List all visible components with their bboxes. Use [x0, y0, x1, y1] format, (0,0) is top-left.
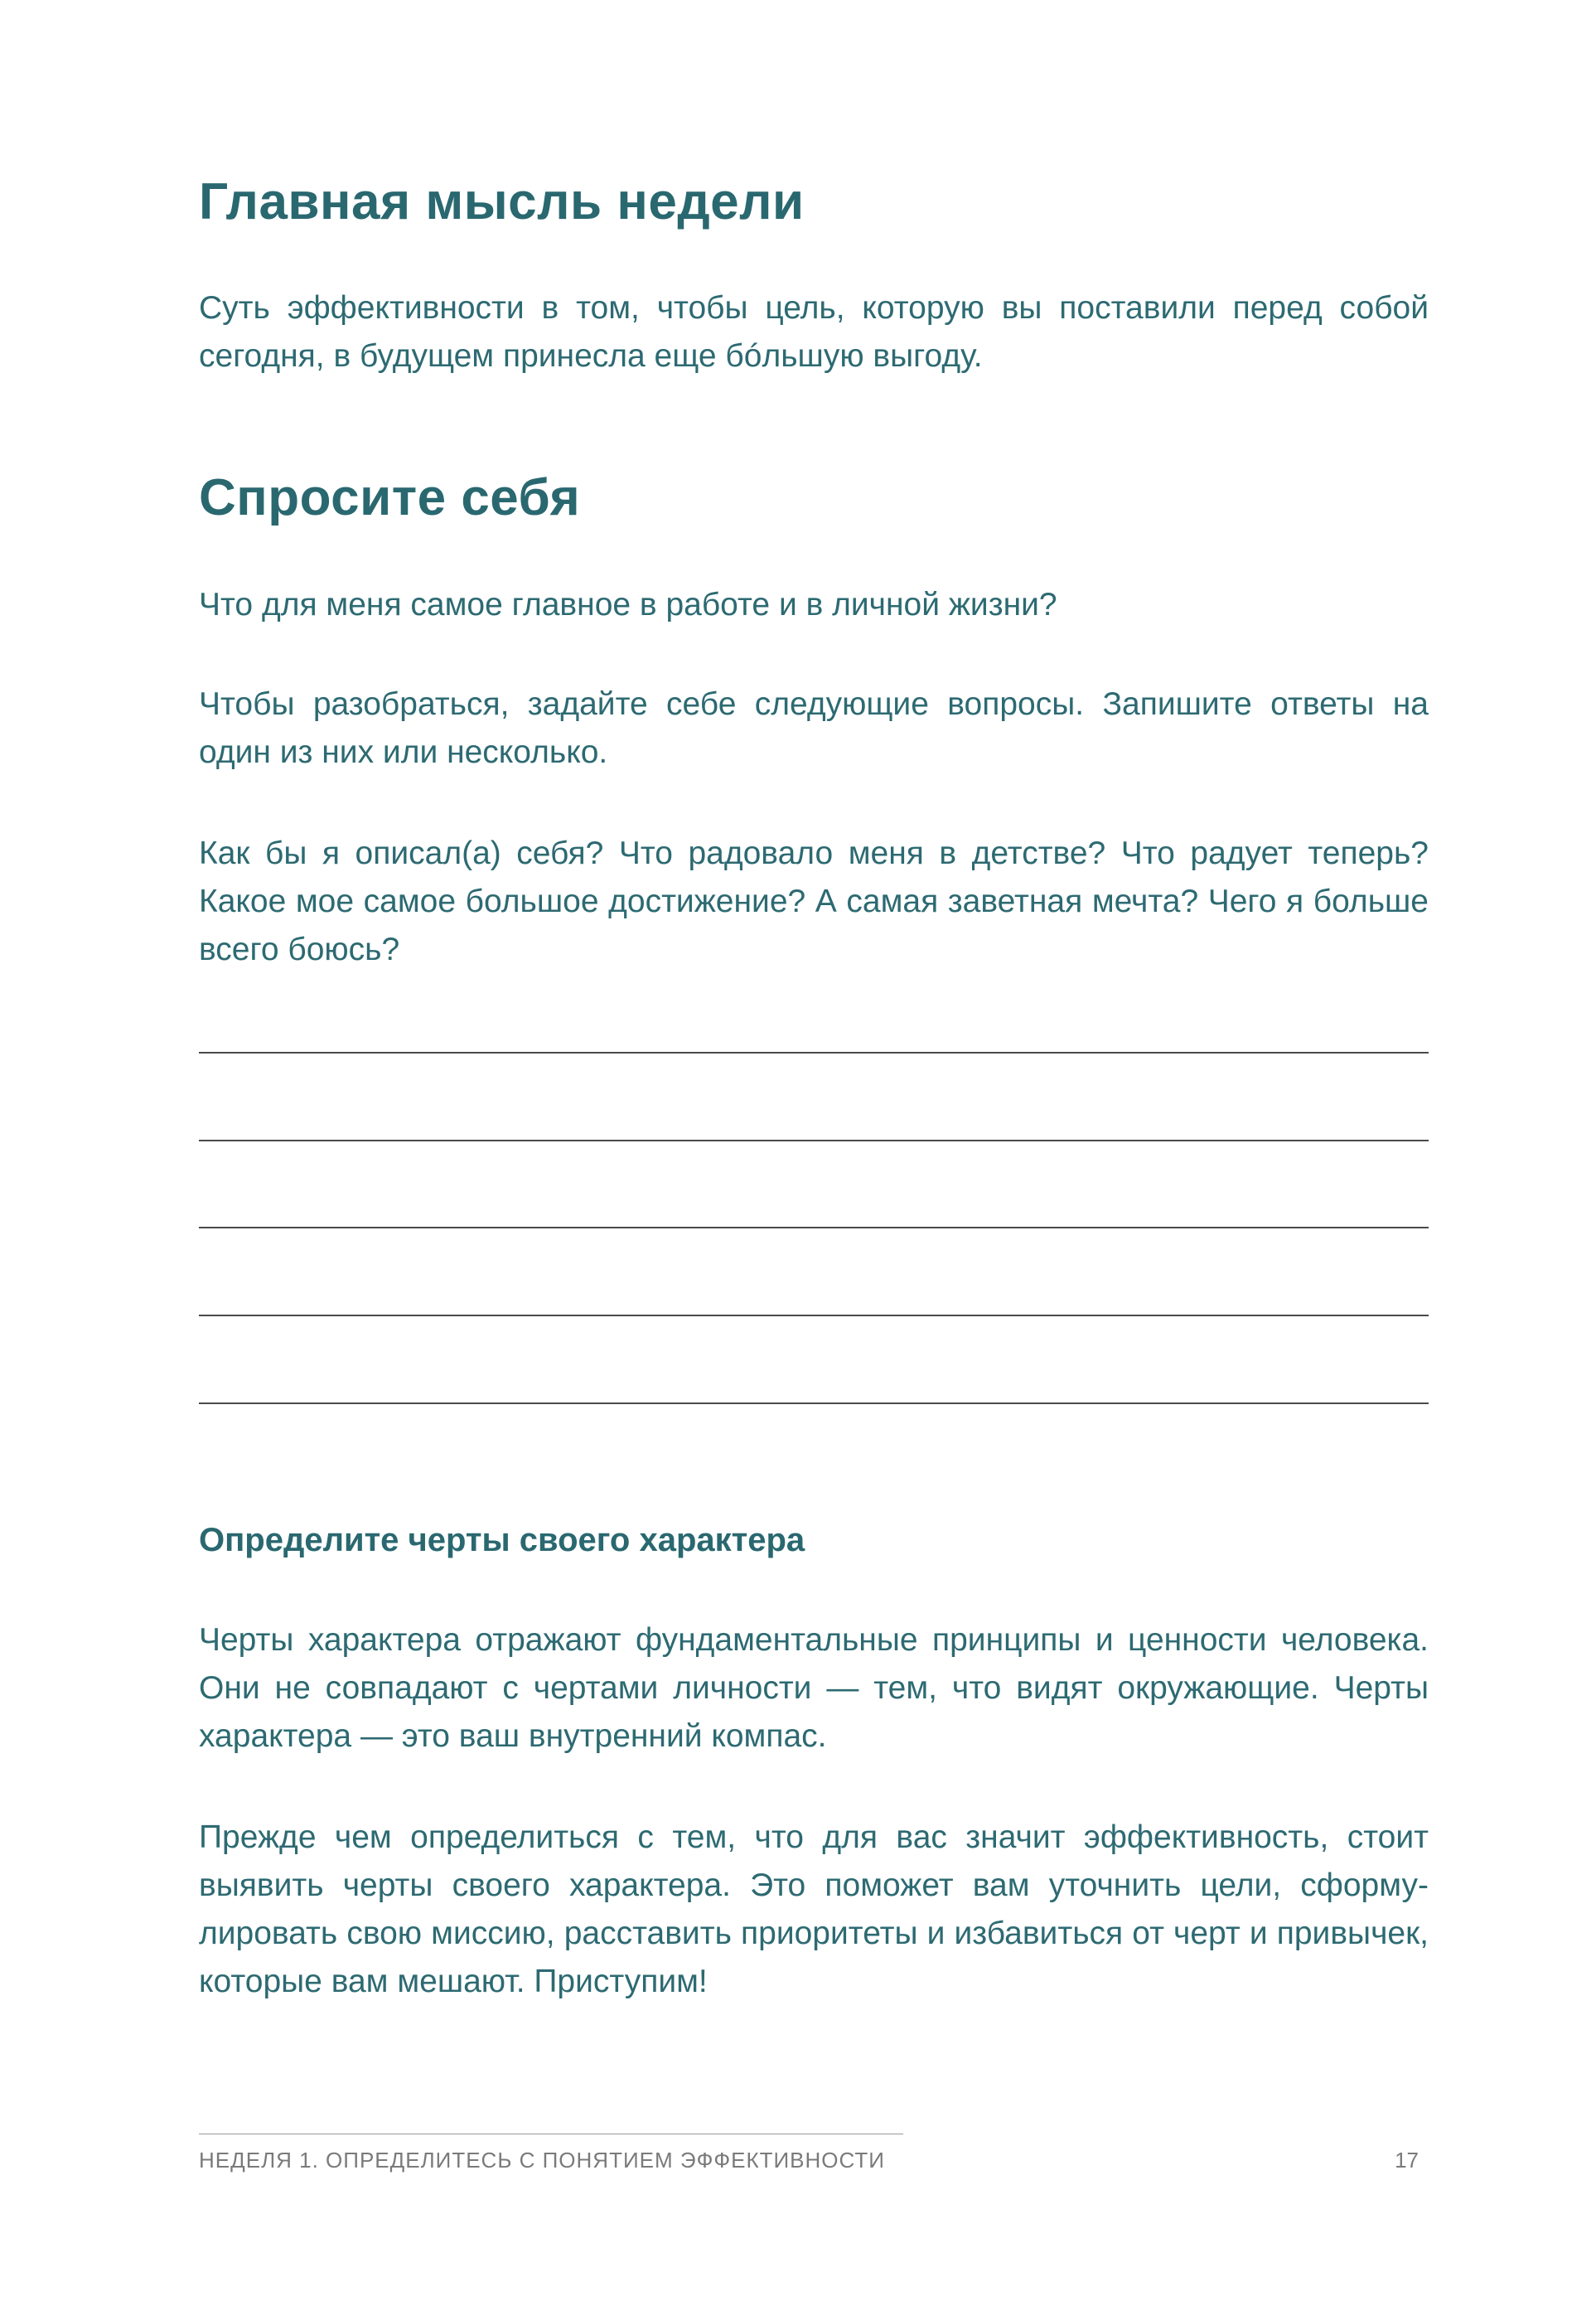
answer-line[interactable]: [199, 1315, 1429, 1316]
answer-line[interactable]: [199, 1052, 1429, 1054]
main-idea-heading: Главная мысль недели: [199, 173, 805, 230]
answer-line[interactable]: [199, 1402, 1429, 1404]
ask-yourself-question: Что для меня самое главное в работе и в личной жизни?: [199, 587, 1057, 622]
answer-line[interactable]: [199, 1227, 1429, 1228]
footer-chapter-title: НЕДЕЛЯ 1. ОПРЕДЕЛИТЕСЬ С ПОНЯТИЕМ ЭФФЕКТИВНОСТИ: [199, 2148, 885, 2173]
character-traits-heading: Определите черты своего характера: [199, 1522, 805, 1558]
ask-yourself-heading: Спросите себя: [199, 469, 581, 526]
ask-yourself-prompts: Как бы я описал(а) себя? Что радовало меня в детстве? Что радует теперь? Какое мое самое большое достижение? А самая заветная мечта? Чего я больше всего боюсь?: [199, 836, 1429, 967]
character-traits-paragraph-1: Черты характера отражают фундаментальные принципы и ценности человека. Они не совпадают с чертами личности — тем, что видят окружающие. Черты характера — это ваш внутренний компас.: [199, 1622, 1429, 1754]
page-number: 17: [1395, 2148, 1419, 2173]
main-idea-text: Суть эффективности в том, чтобы цель, которую вы поставили перед собой сегодня, в будущем принесла еще бóльшую выгоду.: [199, 290, 1429, 374]
ask-yourself-instruction: Чтобы разобраться, задайте себе следующие вопросы. Запишите ответы на один из них или несколько.: [199, 686, 1429, 770]
answer-line[interactable]: [199, 1140, 1429, 1141]
character-traits-paragraph-2: Прежде чем определиться с тем, что для вас значит эффективность, стоит выявить черты своего характера. Это поможет вам уточнить цели, сформулировать свою миссию, расставить приоритеты и избавиться от черт и привычек, которые вам мешают. Приступим!: [199, 1819, 1429, 1999]
